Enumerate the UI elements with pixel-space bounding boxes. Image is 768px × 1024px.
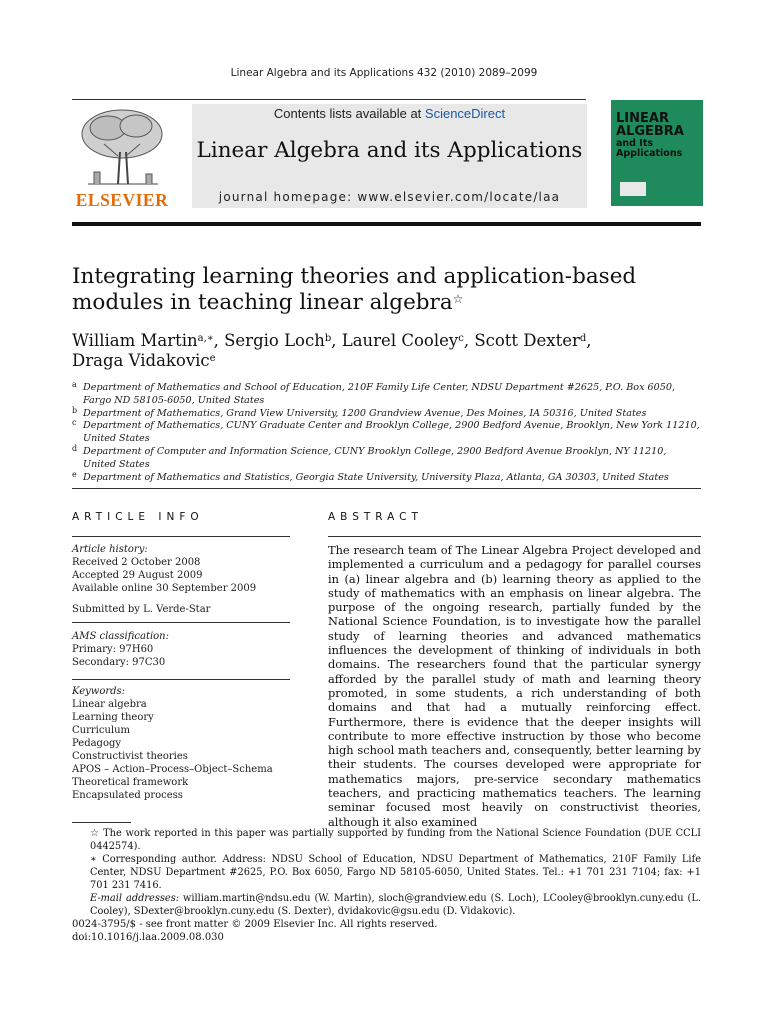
author-affiliation-mark[interactable]: b bbox=[324, 333, 332, 344]
affiliation-mark: a bbox=[72, 380, 77, 389]
submitted-text: Submitted by L. Verde-Star bbox=[72, 604, 211, 615]
tree-icon bbox=[68, 104, 176, 188]
ams-item: Secondary: 97C30 bbox=[72, 657, 166, 668]
affiliation-mark: d bbox=[72, 443, 78, 453]
contents-line bbox=[192, 106, 587, 121]
title-footnote-mark[interactable]: ☆ bbox=[452, 292, 464, 306]
copyright-block bbox=[72, 918, 701, 944]
affiliation-list bbox=[72, 382, 701, 484]
author-affiliation-mark[interactable]: d bbox=[579, 333, 587, 344]
abstract-heading: ABSTRACT bbox=[328, 511, 423, 523]
keyword-item: Learning theory bbox=[72, 712, 154, 723]
header-rule bbox=[72, 99, 586, 100]
funding-text: The work reported in this paper was partially supported by funding from the National Science Foundation (DUE CCLI 0442574). bbox=[90, 828, 701, 852]
abstract-rule bbox=[328, 536, 701, 537]
ams-item: Primary: 97H60 bbox=[72, 644, 154, 655]
affiliation-text: Department of Mathematics, Grand View University, 1200 Grandview Avenue, Des Moines, IA 50316, United States bbox=[83, 407, 647, 419]
author-affiliation-mark[interactable]: c bbox=[458, 333, 464, 344]
ams-label: AMS classification: bbox=[72, 631, 169, 642]
copyright-line: 0024-3795/$ - see front matter © 2009 Elsevier Inc. All rights reserved. bbox=[72, 919, 438, 930]
keyword-item: Pedagogy bbox=[72, 738, 122, 749]
keyword-item: Encapsulated process bbox=[72, 790, 183, 801]
affiliation-mark: e bbox=[72, 469, 77, 479]
corresponding-text: Corresponding author. Address: NDSU School of Education, NDSU Department of Mathematics, 210F Family Life Center, NDSU Department #2625, P.O. Box 6050, Fargo ND 58105-6050, United States. Tel.: +1 701 231 7104; fax: +1 701 231 7416. bbox=[90, 854, 701, 891]
funding-footnote bbox=[72, 827, 701, 853]
footnote-rule bbox=[72, 822, 131, 823]
journal-title: Linear Algebra and its Applications bbox=[196, 138, 583, 163]
ams-classification bbox=[72, 630, 290, 669]
cover-title-line: Applications bbox=[616, 147, 683, 159]
author-affiliation-mark[interactable]: e bbox=[209, 353, 216, 364]
history-item: Received 2 October 2008 bbox=[72, 557, 201, 568]
journal-reference: Linear Algebra and its Applications 432 (2010) 2089–2099 bbox=[230, 67, 538, 79]
cover-title bbox=[616, 112, 700, 158]
author-name[interactable]: Scott Dexter bbox=[474, 331, 580, 350]
author-list bbox=[72, 331, 701, 371]
author-name[interactable]: Laurel Cooley bbox=[341, 331, 459, 350]
affiliation-text: Department of Mathematics and Statistics, Georgia State University, University Plaza, Atlanta, GA 30303, United States bbox=[83, 471, 669, 483]
cover-title-line: ALGEBRA bbox=[616, 124, 684, 139]
article-title-text: Integrating learning theories and application-based modules in teaching linear algebra bbox=[72, 264, 637, 315]
author-name[interactable]: William Martin bbox=[72, 331, 198, 350]
cover-publisher-logo bbox=[620, 182, 646, 196]
author-affiliation-mark[interactable]: a,∗ bbox=[197, 333, 214, 344]
affiliation-text: Department of Mathematics and School of Education, 210F Family Life Center, NDSU Department #2625, P.O. Box 6050, Fargo ND 58105-6050, United States bbox=[83, 382, 676, 406]
author-name[interactable]: Draga Vidakovic bbox=[72, 351, 210, 370]
footnote-mark: ☆ bbox=[90, 828, 100, 839]
article-history bbox=[72, 543, 290, 595]
email-label: E-mail addresses: bbox=[90, 893, 180, 904]
keyword-item: Linear algebra bbox=[72, 699, 147, 710]
publisher-name: ELSEVIER bbox=[75, 190, 169, 210]
author-separator: , bbox=[586, 331, 592, 350]
email-footnote bbox=[72, 892, 701, 918]
keyword-item: Curriculum bbox=[72, 725, 131, 736]
affiliation-text: Department of Computer and Information Science, CUNY Brooklyn College, 2900 Bedford Avenue Brooklyn, NY 11210, United States bbox=[83, 445, 667, 470]
affiliation-item bbox=[72, 382, 701, 408]
cover-title-line: and Its bbox=[616, 138, 654, 149]
masthead-rule bbox=[72, 222, 701, 226]
keyword-item: Constructivist theories bbox=[72, 751, 188, 762]
keyword-item: APOS – Action–Process–Object–Schema bbox=[72, 764, 273, 775]
author-separator: , bbox=[331, 331, 342, 350]
keywords bbox=[72, 685, 290, 802]
info-rule bbox=[72, 622, 290, 623]
affiliation-item bbox=[72, 469, 701, 485]
article-info-heading: ARTICLE INFO bbox=[72, 511, 204, 523]
history-item: Available online 30 September 2009 bbox=[72, 583, 257, 594]
affiliation-mark: b bbox=[72, 405, 78, 415]
affiliation-item bbox=[72, 420, 701, 446]
abstract-text: The research team of The Linear Algebra Project developed and implemented a curriculum and a pedagogy for parallel courses in (a) linear algebra and (b) learning theory as applied to the study of mathematics with an emphasis on linear algebra. The purpose of the ongoing research, partially funded by the National Science Foundation, is to investigate how the parallel study of learning theories and advanced mathematics influences the development of thinking of individuals in both domains. The researchers found that the particular synergy afforded by the parallel study of math and learning theory promoted, in some students, a rich understanding of both domains and that had a mutually reinforcing effect. Furthermore, there is evidence that the deeper insights will contribute to more effective instruction by those who become high school math teachers and, consequently, better learning by their students. The courses developed were appropriate for mathematics majors, pre-service secondary mathematics teachers, and practicing mathematics teachers. The learning seminar focused most heavily on constructivist theories, although it also examined bbox=[328, 543, 701, 829]
doi-link[interactable]: doi:10.1016/j.laa.2009.08.030 bbox=[72, 932, 224, 943]
author-name[interactable]: Sergio Loch bbox=[224, 331, 325, 350]
corresponding-footnote bbox=[72, 853, 701, 892]
email-addresses[interactable]: william.martin@ndsu.edu (W. Martin), sloch@grandview.edu (S. Loch), LCooley@brooklyn.cuny.edu (L. Cooley), SDexter@brooklyn.cuny.edu (S. Dexter), dvidakovic@gsu.edu (D. Vidakovic). bbox=[90, 893, 701, 917]
keyword-item: Theoretical framework bbox=[72, 777, 189, 788]
journal-homepage-link[interactable]: journal homepage: www.elsevier.com/locate/laa bbox=[218, 190, 561, 204]
author-separator: , bbox=[213, 331, 225, 350]
submitted-by bbox=[72, 603, 290, 616]
affiliation-item bbox=[72, 405, 701, 421]
history-item: Accepted 29 August 2009 bbox=[72, 570, 203, 581]
author-separator: , bbox=[463, 331, 475, 350]
affiliation-text: Department of Mathematics, CUNY Graduate Center and Brooklyn College, 2900 Bedford Avenue, Brooklyn, New York 11210, United States bbox=[83, 420, 700, 445]
sciencedirect-link[interactable]: ScienceDirect bbox=[424, 106, 506, 121]
history-label: Article history: bbox=[72, 544, 148, 555]
cover-title-line: LINEAR bbox=[616, 111, 669, 126]
article-title bbox=[72, 264, 701, 316]
footnote-mark: ∗ bbox=[90, 854, 97, 865]
info-rule bbox=[72, 536, 290, 537]
keywords-label: Keywords: bbox=[72, 686, 126, 697]
affiliation-item bbox=[72, 443, 701, 472]
info-rule bbox=[72, 679, 290, 680]
section-rule bbox=[72, 488, 701, 489]
footnotes bbox=[72, 827, 701, 918]
contents-prefix: Contents lists available at bbox=[273, 106, 425, 121]
affiliation-mark: c bbox=[72, 418, 77, 428]
